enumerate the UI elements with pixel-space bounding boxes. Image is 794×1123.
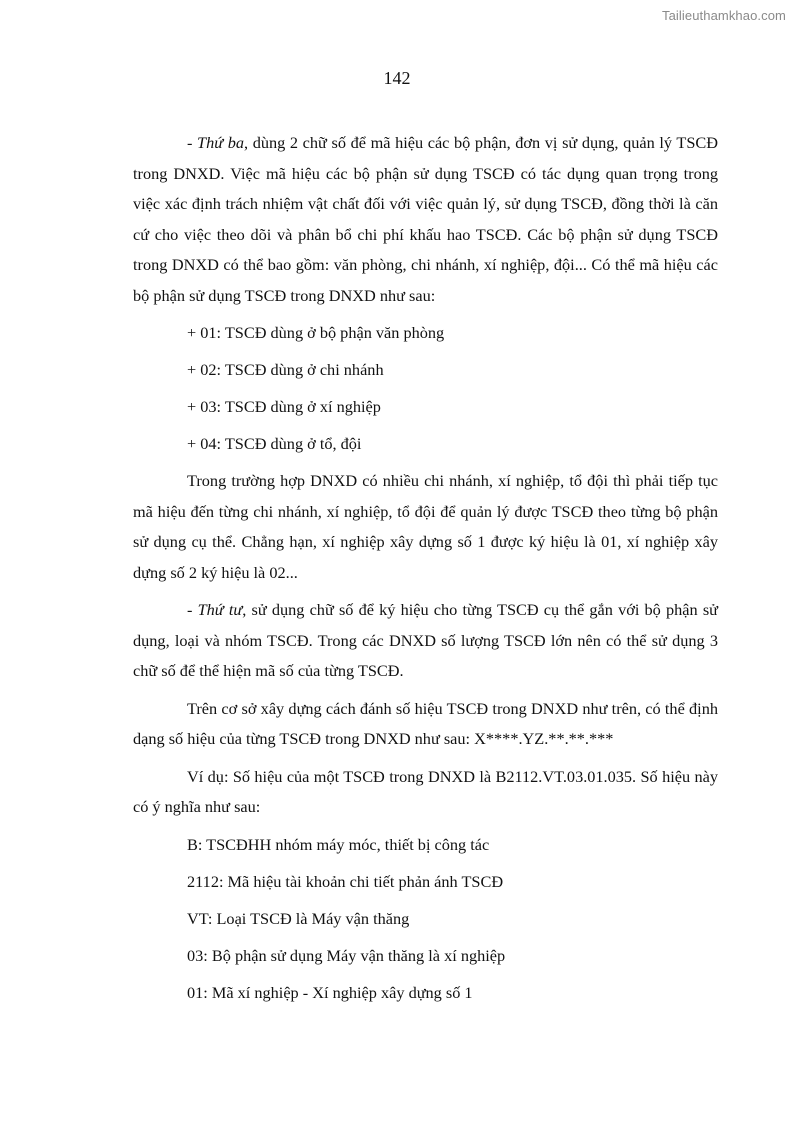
paragraph-thu-tu xyxy=(133,595,718,687)
list-item: 03: Bộ phận sử dụng Máy vận thăng là xí nghiệp xyxy=(187,945,506,965)
paragraph-prefix: - xyxy=(187,600,198,619)
list-item: B: TSCĐHH nhóm máy móc, thiết bị công tác xyxy=(187,834,490,854)
watermark: Tailieuthamkhao.com xyxy=(661,8,786,23)
list-item: + 03: TSCĐ dùng ở xí nghiệp xyxy=(187,397,381,416)
paragraph-lead: Thứ ba xyxy=(197,133,245,152)
list-item: 2112: Mã hiệu tài khoản chi tiết phản ánh TSCĐ xyxy=(187,871,504,891)
paragraph-text: , sử dụng chữ số để ký hiệu cho từng TSCĐ cụ thể gắn với bộ phận sử dụng, loại và nhóm TSCĐ. Trong các DNXD số lượng TSCĐ lớn nên có thể sử dụng 3 chữ số để thể hiện mã số của từng TSCĐ. xyxy=(133,600,718,680)
page-number: 142 xyxy=(383,68,411,88)
paragraph-prefix: - xyxy=(187,133,198,152)
list-item: + 01: TSCĐ dùng ở bộ phận văn phòng xyxy=(187,323,445,342)
document-body xyxy=(133,128,718,1015)
paragraph-text: , dùng 2 chữ số để mã hiệu các bộ phận, đơn vị sử dụng, quản lý TSCĐ trong DNXD. Việc mã hiệu các bộ phận sử dụng TSCĐ có tác dụng quan trọng trong việc xác định trách nhiệm vật chất đối với việc quản lý, sử dụng TSCĐ, đồng thời là căn cứ cho việc theo dõi và phân bổ chi phí khấu hao TSCĐ. Các bộ phận sử dụng TSCĐ trong DNXD có thể bao gồm: văn phòng, chi nhánh, xí nghiệp, đội... Có thể mã hiệu các bộ phận sử dụng TSCĐ trong DNXD như sau: xyxy=(133,133,718,305)
paragraph-lead: Thứ tư xyxy=(197,600,243,619)
paragraph-nhieu-chi-nhanh: Trong trường hợp DNXD có nhiều chi nhánh, xí nghiệp, tổ đội thì phải tiếp tục mã hiệu đến từng chi nhánh, xí nghiệp, tổ đội để quản lý được TSCĐ theo từng bộ phận sử dụng cụ thể. Chẳng hạn, xí nghiệp xây dựng số 1 được ký hiệu là 01, xí nghiệp xây dựng số 2 ký hiệu là 02... xyxy=(133,471,718,582)
list-item: 01: Mã xí nghiệp - Xí nghiệp xây dựng số 1 xyxy=(187,982,473,1002)
paragraph-thu-ba xyxy=(133,128,718,311)
list-item: + 02: TSCĐ dùng ở chi nhánh xyxy=(187,360,384,379)
list-item: + 04: TSCĐ dùng ở tổ, đội xyxy=(187,434,362,453)
list-item: VT: Loại TSCĐ là Máy vận thăng xyxy=(187,908,410,928)
paragraph-vi-du: Ví dụ: Số hiệu của một TSCĐ trong DNXD là B2112.VT.03.01.035. Số hiệu này có ý nghĩa như sau: xyxy=(133,766,718,816)
paragraph-dinh-dang: Trên cơ sở xây dựng cách đánh số hiệu TSCĐ trong DNXD như trên, có thể định dạng số hiệu của từng TSCĐ trong DNXD như sau: X****.YZ.**.**.*** xyxy=(133,698,718,748)
